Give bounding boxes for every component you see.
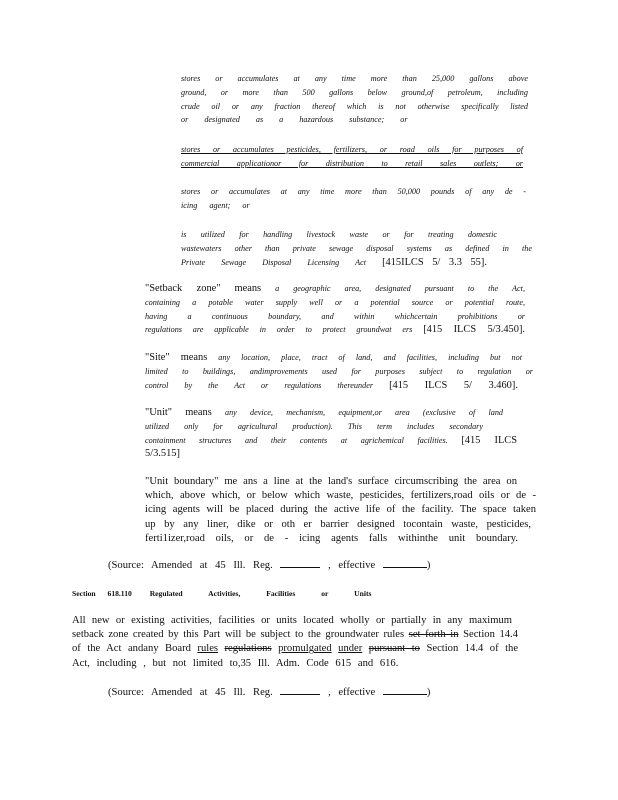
section-title: Regulated Activities, Facilities or Units bbox=[149, 589, 372, 598]
register-blank bbox=[280, 558, 320, 568]
source-text: , effective bbox=[328, 560, 376, 571]
body-text: Section 14.4 of the bbox=[426, 643, 519, 655]
definition-text: me ans a line at the land's surface circumscribing the area on bbox=[224, 476, 517, 487]
definition-line: which, above which, or below which waste, pesticides, fertilizers,road oils or de - bbox=[145, 490, 536, 502]
list-line-text: Private Sewage Disposal Licensing Act bbox=[181, 257, 367, 267]
definition-setback-zone bbox=[145, 282, 525, 337]
body-text: of the Act andany Board bbox=[72, 643, 191, 655]
list-line bbox=[181, 256, 532, 270]
list-line: stores or accumulates at any time more than 25,000 gallons above bbox=[181, 74, 528, 83]
source-text: ) bbox=[426, 560, 431, 571]
source-text: (Source: Amended at 45 Ill. Reg. bbox=[108, 687, 273, 698]
definition-line: ferti1izer,road oils, or de - icing agents falls withinthe unit boundary. bbox=[145, 532, 518, 544]
list-item-petroleum bbox=[181, 72, 528, 127]
definition-text: a geographic area, designated pursuant to the Act, bbox=[275, 284, 525, 293]
list-line: or designated as a hazardous substance; or bbox=[181, 115, 408, 125]
list-line: stores or accumulates at any time more than 50,000 pounds of any de - bbox=[181, 187, 526, 196]
body-line: All new or existing activities, facilities or units located wholly or partially in any maximum bbox=[72, 615, 512, 626]
body-text: setback zone created by this Part will be subject to the groundwater rules bbox=[72, 629, 405, 641]
list-item-deicing bbox=[181, 185, 526, 213]
definition-line bbox=[145, 406, 503, 420]
definition-line bbox=[145, 323, 525, 337]
definition-line bbox=[145, 282, 525, 296]
body-line bbox=[72, 642, 518, 656]
source-note bbox=[108, 685, 431, 700]
definition-unit-boundary bbox=[145, 475, 536, 546]
effective-date-blank bbox=[383, 685, 427, 695]
section-header bbox=[72, 589, 372, 598]
source-text: , effective bbox=[328, 687, 376, 698]
deleted-text: regulations bbox=[224, 643, 272, 655]
definition-term: "Setback zone" bbox=[145, 283, 221, 294]
list-line: wastewaters other than private sewage disposal systems as defined in the bbox=[181, 243, 532, 253]
body-line bbox=[72, 628, 518, 642]
definition-line: up by any liner, dike or oth er barrier designed tocontain waste, pesticides, bbox=[145, 518, 531, 530]
definition-line bbox=[145, 351, 522, 365]
list-item-livestock bbox=[181, 228, 532, 269]
section-body bbox=[72, 614, 518, 671]
definition-line bbox=[145, 475, 517, 489]
definition-text: any device, mechanism, equipment,or area (exclusive of land bbox=[224, 408, 504, 417]
citation: 5/3.515] bbox=[145, 448, 180, 460]
definition-line: having a continuous boundary, and within whichcertain prohibitions or bbox=[145, 311, 525, 321]
list-line: is utilized for handling livestock waste or for treating domestic bbox=[181, 230, 497, 239]
inserted-text: under bbox=[338, 643, 363, 655]
definition-line: limited to buildings, andimprovements used for purposes subject to regulation or bbox=[145, 366, 533, 376]
definition-means: means bbox=[185, 407, 212, 418]
definition-means: means bbox=[180, 352, 208, 363]
list-item-pesticides bbox=[181, 143, 523, 171]
definition-text: control by the Act or regulations thereunder bbox=[145, 380, 374, 390]
definition-line: utilized only for agricultural production). This term includes secondary bbox=[145, 421, 483, 431]
register-blank bbox=[280, 685, 320, 695]
citation: [415ILCS 5/ 3.3 55]. bbox=[382, 256, 487, 268]
source-text: (Source: Amended at 45 Ill. Reg. bbox=[108, 560, 273, 571]
definition-site bbox=[145, 351, 533, 392]
definition-term: "Unit" bbox=[145, 407, 172, 418]
list-line: crude oil or any fraction thereof which is not otherwise specifically listed bbox=[181, 101, 528, 111]
section-number: Section 618.110 bbox=[72, 589, 132, 598]
definition-line: containing a potable water supply well or a potential source or potential route, bbox=[145, 297, 525, 307]
definition-text: containment structures and their contents at agrichemical facilities. bbox=[145, 435, 448, 445]
definition-term: "Unit boundary" bbox=[145, 476, 219, 487]
citation: [415 ILCS bbox=[461, 434, 518, 446]
list-line: ground, or more than 500 gallons below ground,of petroleum, including bbox=[181, 87, 528, 97]
definition-unit bbox=[145, 406, 517, 461]
inserted-text: promulgated bbox=[278, 643, 332, 655]
definition-means: means bbox=[234, 283, 262, 294]
definition-line bbox=[145, 434, 517, 448]
definition-line bbox=[145, 379, 533, 393]
list-line: commercial applicationor for distribution to retail sales outlets; or bbox=[181, 158, 523, 168]
effective-date-blank bbox=[383, 558, 427, 568]
deleted-text: set forth in bbox=[408, 629, 459, 641]
source-text: ) bbox=[426, 687, 431, 698]
deleted-text: pursuant to bbox=[368, 643, 420, 655]
definition-term: "Site" bbox=[145, 352, 170, 363]
list-line: icing agent; or bbox=[181, 200, 250, 210]
definition-text: regulations are applicable in order to protect groundwat ers bbox=[145, 325, 413, 335]
source-note bbox=[108, 558, 431, 573]
list-line: stores or accumulates pesticides, fertilizers, or road oils for purposes of bbox=[181, 145, 523, 154]
citation: [415 ILCS 5/ 3.460]. bbox=[389, 379, 518, 391]
definition-text: any location, place, tract of land, and facilities, including but not bbox=[218, 353, 523, 362]
body-text: Section 14.4 bbox=[463, 629, 518, 641]
body-line: Act, including , but not limited to,35 Ill. Adm. Code 615 and 616. bbox=[72, 657, 399, 669]
inserted-text: rules bbox=[197, 643, 219, 655]
citation: [415 ILCS 5/3.450]. bbox=[423, 324, 525, 336]
definition-line: icing agents will be placed during the active life of the facility. The space taken bbox=[145, 504, 536, 516]
